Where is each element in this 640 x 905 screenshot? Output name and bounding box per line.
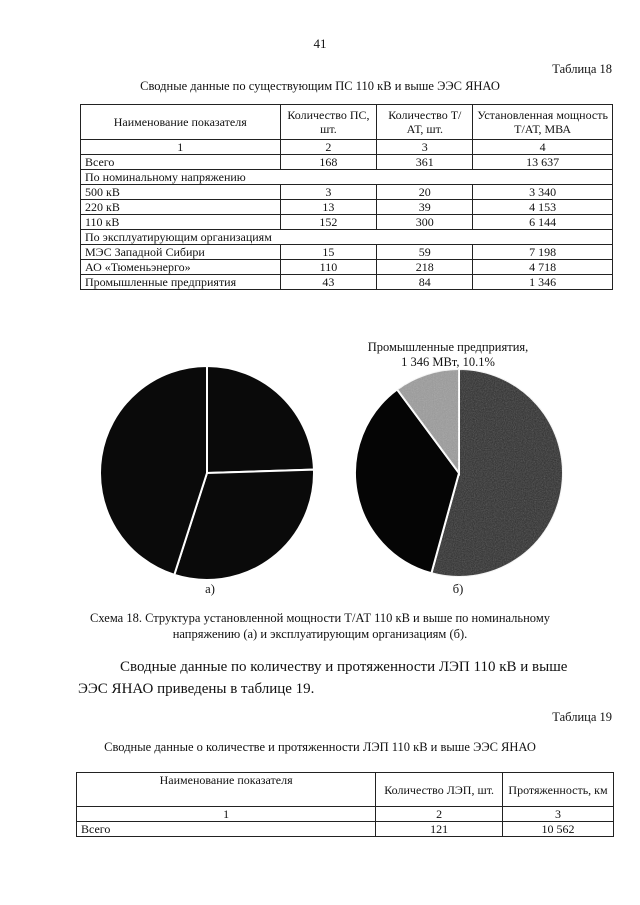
pie-chart-a: [100, 366, 314, 580]
table19-label: Таблица 19: [552, 710, 612, 724]
pie-b-annotation-line1: Промышленные предприятия,: [367, 340, 529, 354]
pie-slice-500 кВ: [207, 366, 314, 473]
table-row: [81, 155, 613, 170]
cell-value: 168: [280, 155, 377, 170]
cell-value: 7 198: [473, 245, 613, 260]
cell-value: 59: [377, 245, 473, 260]
pie-b-annotation-line2: 1 346 МВт, 10.1%: [401, 355, 495, 369]
paragraph-line2: ЭЭС ЯНАО приведены в таблице 19.: [78, 681, 315, 697]
cell-value: 13: [280, 200, 377, 215]
table18-colnum: 4: [473, 140, 613, 155]
table18-header-power: Установленная мощность Т/АТ, МВА: [473, 105, 613, 140]
cell-value: 20: [377, 185, 473, 200]
cell-value: 300: [377, 215, 473, 230]
table19-header-count: Количество ЛЭП, шт.: [376, 773, 503, 807]
table-row: [81, 245, 613, 260]
cell-value: 110: [280, 260, 377, 275]
row-name: 500 кВ: [81, 185, 281, 200]
table18-colnum: 2: [280, 140, 377, 155]
table18-header-name: Наименование показателя: [81, 105, 281, 140]
cell-value: 218: [377, 260, 473, 275]
pie-charts: [0, 355, 640, 605]
row-name: 110 кВ: [81, 215, 281, 230]
cell-value: 10 562: [503, 822, 614, 837]
paragraph-line1: Сводные данные по количеству и протяженности ЛЭП 110 кВ и выше: [120, 659, 568, 675]
scheme-caption-line1: Схема 18. Структура установленной мощности Т/АТ 110 кВ и выше по номинальному: [90, 611, 550, 625]
table18-colnum: 3: [377, 140, 473, 155]
row-name: Всего: [81, 155, 281, 170]
cell-value: 84: [377, 275, 473, 290]
cell-value: 4 718: [473, 260, 613, 275]
table-row: [81, 200, 613, 215]
cell-value: 3 340: [473, 185, 613, 200]
cell-value: 152: [280, 215, 377, 230]
table-row: [81, 275, 613, 290]
scheme-caption-line2: напряжению (а) и эксплуатирующим организациям (б).: [172, 627, 468, 641]
scheme-caption: [0, 610, 640, 642]
row-name: Всего: [77, 822, 376, 837]
cell-value: 361: [377, 155, 473, 170]
table18-label: Таблица 18: [552, 62, 612, 76]
page-number: 41: [313, 36, 327, 51]
table-row: [81, 260, 613, 275]
row-name: АО «Тюменьэнерго»: [81, 260, 281, 275]
cell-value: 121: [376, 822, 503, 837]
cell-value: 43: [280, 275, 377, 290]
cell-value: 3: [280, 185, 377, 200]
table-row: [81, 215, 613, 230]
table19: [76, 772, 614, 837]
table19-header-name: Наименование показателя: [77, 773, 376, 807]
table18-title: Сводные данные по существующим ПС 110 кВ и выше ЭЭС ЯНАО: [140, 79, 500, 93]
table19-colnum: 1: [77, 807, 376, 822]
table19-colnum: 3: [503, 807, 614, 822]
pie-b-label: б): [452, 582, 464, 596]
table19-colnum: 2: [376, 807, 503, 822]
cell-value: 4 153: [473, 200, 613, 215]
group-heading: По эксплуатирующим организациям: [81, 230, 613, 245]
cell-value: 6 144: [473, 215, 613, 230]
table18-header-tat: Количество Т/АТ, шт.: [377, 105, 473, 140]
row-name: Промышленные предприятия: [81, 275, 281, 290]
table-row: [81, 185, 613, 200]
cell-value: 13 637: [473, 155, 613, 170]
group-heading: По номинальному напряжению: [81, 170, 613, 185]
pie-a-label: а): [205, 582, 215, 596]
cell-value: 39: [377, 200, 473, 215]
table19-title: Сводные данные о количестве и протяженности ЛЭП 110 кВ и выше ЭЭС ЯНАО: [104, 740, 536, 754]
table-row: [77, 822, 614, 837]
table18-header-ps: Количество ПС, шт.: [280, 105, 377, 140]
table18-colnum: 1: [81, 140, 281, 155]
table18: [80, 104, 613, 290]
pie-chart-b: [355, 369, 563, 577]
cell-value: 15: [280, 245, 377, 260]
cell-value: 1 346: [473, 275, 613, 290]
row-name: 220 кВ: [81, 200, 281, 215]
row-name: МЭС Западной Сибири: [81, 245, 281, 260]
table19-header-length: Протяженность, км: [503, 773, 614, 807]
